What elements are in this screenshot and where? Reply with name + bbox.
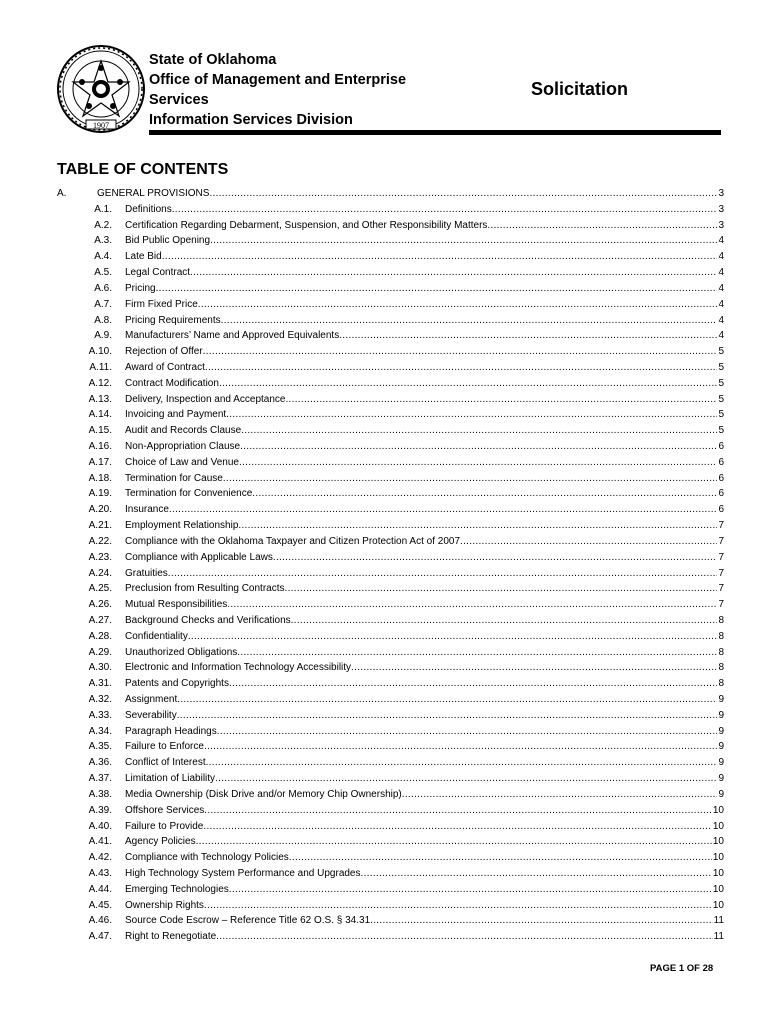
toc-entry-number: A.44. xyxy=(88,883,112,895)
toc-entry-title: Background Checks and Verifications xyxy=(125,614,291,626)
toc-leader xyxy=(460,534,717,550)
toc-entry[interactable] xyxy=(57,708,724,724)
toc-entry-number: A.41. xyxy=(88,836,112,848)
toc-entry[interactable] xyxy=(57,455,724,471)
toc-entry-number: A.4. xyxy=(94,251,112,263)
toc-entry[interactable] xyxy=(57,566,724,582)
toc-entry-number: A.14. xyxy=(88,409,112,421)
toc-entry-page: 6 xyxy=(718,488,724,500)
toc-entry[interactable] xyxy=(57,645,724,661)
toc-entry[interactable] xyxy=(57,692,724,708)
toc-entry-title: High Technology System Performance and Upgrades xyxy=(125,867,361,879)
toc-section-title: GENERAL PROVISIONS xyxy=(97,188,210,199)
toc-entry-page: 9 xyxy=(718,741,724,753)
toc-leader xyxy=(252,486,717,502)
toc-entry[interactable] xyxy=(57,471,724,487)
toc-entry-number: A.25. xyxy=(88,583,112,595)
toc-leader xyxy=(227,597,717,613)
toc-entry-title: Source Code Escrow – Reference Title 62 O.S. § 34.31 xyxy=(125,915,371,927)
toc-entry-number: A.32. xyxy=(88,694,112,705)
toc-leader xyxy=(209,186,717,202)
toc-leader xyxy=(172,202,718,218)
agency-line-division: Information Services Division xyxy=(149,112,353,128)
toc-entry-page: 9 xyxy=(718,694,724,705)
toc-entry-title: Employment Relationship xyxy=(125,520,239,532)
toc-entry-number: A.21. xyxy=(88,520,112,532)
toc-entry-title: Emerging Technologies xyxy=(125,883,229,895)
toc-entry-number: A.7. xyxy=(94,298,112,310)
toc-entry[interactable] xyxy=(57,803,724,819)
toc-entry-title: Invoicing and Payment xyxy=(125,409,227,421)
toc-entry[interactable] xyxy=(57,313,724,329)
toc-entry-title: Limitation of Liability xyxy=(125,773,216,785)
toc-entry-title: Compliance with the Oklahoma Taxpayer and Citizen Protection Act of 2007 xyxy=(125,535,460,547)
toc-entry-title: Choice of Law and Venue xyxy=(125,456,239,468)
toc-entry[interactable] xyxy=(57,534,724,550)
toc-leader xyxy=(205,360,718,376)
toc-entry-page: 7 xyxy=(718,551,724,563)
toc-entry[interactable] xyxy=(57,486,724,502)
toc-entry-title: Patents and Copyrights xyxy=(125,678,229,690)
toc-leader xyxy=(196,834,712,850)
toc-leader xyxy=(351,660,717,676)
toc-entry-page: 8 xyxy=(718,646,724,658)
toc-entry-title: Pricing xyxy=(125,282,156,294)
toc-leader xyxy=(361,866,712,882)
state-seal-icon xyxy=(56,44,146,134)
toc-entry-number: A.43. xyxy=(88,867,112,879)
toc-entry-page: 8 xyxy=(718,630,724,642)
toc-entry-title: Failure to Enforce xyxy=(125,741,204,753)
toc-entry[interactable] xyxy=(57,739,724,755)
toc-entry-page: 9 xyxy=(718,773,724,785)
toc-entry-title: Firm Fixed Price xyxy=(125,298,198,310)
toc-entry-title: Failure to Provide xyxy=(125,820,204,832)
toc-entry[interactable] xyxy=(57,787,724,803)
toc-leader xyxy=(216,929,712,945)
toc-entry-number: A.3. xyxy=(94,235,112,247)
toc-entry[interactable] xyxy=(57,407,724,423)
toc-entry-page: 9 xyxy=(718,725,724,737)
toc-entry[interactable] xyxy=(57,629,724,645)
toc-entry-page: 8 xyxy=(718,662,724,674)
page-number: PAGE 1 OF 28 xyxy=(650,963,714,974)
toc-entry[interactable] xyxy=(57,771,724,787)
toc-entry-page: 10 xyxy=(712,899,724,911)
toc-leader xyxy=(229,676,717,692)
toc-entry-page: 5 xyxy=(718,393,724,405)
toc-entry-page: 10 xyxy=(712,852,724,864)
toc-entry[interactable] xyxy=(57,550,724,566)
toc-entry-number: A.46. xyxy=(88,915,112,927)
toc-entry-title: Termination for Convenience xyxy=(125,488,253,500)
toc-entry-title: Bid Public Opening xyxy=(125,235,211,247)
toc-entry[interactable] xyxy=(57,581,724,597)
toc-entry[interactable] xyxy=(57,676,724,692)
toc-entry-number: A.39. xyxy=(88,804,112,816)
toc-entry-title: Compliance with Applicable Laws xyxy=(125,551,273,563)
toc-entry-page: 10 xyxy=(712,883,724,895)
toc-entry-number: A.37. xyxy=(88,773,112,785)
toc-leader xyxy=(229,882,712,898)
toc-leader xyxy=(203,819,712,835)
toc-entry-title: Unauthorized Obligations xyxy=(125,646,238,658)
toc-entry-page: 10 xyxy=(712,867,724,879)
toc-entry[interactable] xyxy=(57,218,724,234)
toc-entry-number: A.16. xyxy=(88,441,112,452)
toc-entry-page: 4 xyxy=(718,330,724,342)
toc-section-row[interactable] xyxy=(57,186,724,202)
toc-entry[interactable] xyxy=(57,882,724,898)
toc-entry-number: A.34. xyxy=(88,725,112,737)
toc-leader xyxy=(241,423,717,439)
toc-leader xyxy=(168,566,718,582)
toc-entry-title: Electronic and Information Technology Accessibility xyxy=(125,662,352,674)
toc-leader xyxy=(177,692,717,708)
toc-entry[interactable] xyxy=(57,376,724,392)
toc-entry-title: Paragraph Headings xyxy=(125,725,217,737)
toc-entry[interactable] xyxy=(57,597,724,613)
toc-entry[interactable] xyxy=(57,281,724,297)
toc-entry-number: A.22. xyxy=(88,535,112,547)
toc-leader xyxy=(339,328,717,344)
toc-entry-number: A.11. xyxy=(89,361,112,373)
toc-leader xyxy=(204,898,712,914)
toc-entry-number: A.31. xyxy=(88,678,112,690)
toc-entry[interactable] xyxy=(57,724,724,740)
agency-line-services: Services xyxy=(149,92,209,108)
toc-entry-title: Severability xyxy=(125,709,177,721)
toc-entry-number: A.8. xyxy=(94,314,112,326)
toc-entry-number: A.23. xyxy=(88,551,112,563)
toc-leader xyxy=(177,708,718,724)
toc-section-page: 3 xyxy=(718,188,724,199)
toc-entry-title: Contract Modification xyxy=(125,377,219,389)
toc-entry-page: 6 xyxy=(718,456,724,468)
toc-entry-page: 11 xyxy=(713,931,724,943)
toc-entry-number: A.45. xyxy=(88,899,112,911)
toc-entry[interactable] xyxy=(57,233,724,249)
toc-leader xyxy=(206,755,718,771)
toc-entry-number: A.27. xyxy=(88,614,112,626)
toc-entry-page: 7 xyxy=(718,583,724,595)
toc-entry[interactable] xyxy=(57,660,724,676)
toc-leader xyxy=(210,233,717,249)
toc-entry[interactable] xyxy=(57,819,724,835)
toc-entry-title: Agency Policies xyxy=(125,836,196,848)
toc-entry-number: A.33. xyxy=(88,709,112,721)
toc-entry-page: 5 xyxy=(718,425,724,437)
toc-entry[interactable] xyxy=(57,423,724,439)
toc-entry-page: 4 xyxy=(718,267,724,279)
toc-leader xyxy=(226,407,717,423)
toc-entry-number: A.10. xyxy=(88,346,112,358)
toc-entry-number: A.42. xyxy=(88,852,112,864)
toc-entry-page: 6 xyxy=(718,441,724,452)
toc-entry-number: A.28. xyxy=(88,630,112,642)
toc-entry-title: Preclusion from Resulting Contracts xyxy=(125,583,285,595)
toc-leader xyxy=(273,550,718,566)
toc-entry-page: 4 xyxy=(718,298,724,310)
toc-leader xyxy=(221,313,718,329)
toc-entry-page: 4 xyxy=(718,235,724,247)
toc-leader xyxy=(203,344,718,360)
toc-entry-title: Offshore Services xyxy=(125,804,205,816)
agency-block xyxy=(149,50,406,130)
toc-entry-page: 3 xyxy=(718,203,724,215)
toc-entry-title: Termination for Cause xyxy=(125,472,223,484)
toc-entry-title: Non-Appropriation Clause xyxy=(125,441,241,452)
toc-entry[interactable] xyxy=(57,265,724,281)
agency-line-office: Office of Management and Enterprise xyxy=(149,72,407,88)
toc-entry[interactable] xyxy=(57,439,724,455)
toc-entry-number: A.1. xyxy=(94,203,112,215)
toc-entry-number: A.6. xyxy=(94,282,112,294)
toc-entry-number: A.18. xyxy=(88,472,112,484)
toc-entry-number: A.30. xyxy=(88,662,112,674)
toc-entry[interactable] xyxy=(57,913,724,929)
toc-entry-number: A.17. xyxy=(88,456,112,468)
toc-leader xyxy=(219,376,718,392)
toc-entry-title: Compliance with Technology Policies xyxy=(125,852,289,864)
toc-entry-page: 4 xyxy=(718,314,724,326)
toc-leader xyxy=(215,771,717,787)
toc-entry-page: 7 xyxy=(718,599,724,611)
toc-entry-page: 10 xyxy=(712,804,724,816)
seal-year: 1907 xyxy=(93,121,109,130)
toc-entry-number: A.40. xyxy=(88,820,112,832)
toc-entry-title: Delivery, Inspection and Acceptance xyxy=(125,393,286,405)
toc-entry-title: Manufacturers’ Name and Approved Equivalents xyxy=(125,330,340,342)
toc-entry-page: 5 xyxy=(718,409,724,421)
toc-leader xyxy=(285,392,717,408)
toc-entry-number: A.2. xyxy=(94,219,112,231)
toc-leader xyxy=(190,265,717,281)
toc-entry-title: Late Bid xyxy=(125,251,162,263)
toc-leader xyxy=(223,471,718,487)
toc-entry-title: Pricing Requirements xyxy=(125,314,221,326)
toc-entry-number: A.9. xyxy=(94,330,112,342)
toc-entry[interactable] xyxy=(57,297,724,313)
toc-entry-title: Definitions xyxy=(125,203,172,215)
toc-entry[interactable] xyxy=(57,898,724,914)
toc-leader xyxy=(188,629,718,645)
toc-leader xyxy=(289,850,712,866)
toc-leader xyxy=(162,249,718,265)
toc-entry-number: A.5. xyxy=(94,267,112,279)
toc-entry-page: 11 xyxy=(713,915,724,927)
toc-entry-title: Legal Contract xyxy=(125,267,191,279)
toc-entry-page: 3 xyxy=(718,219,724,231)
table-of-contents xyxy=(57,186,724,945)
toc-entry-number: A.36. xyxy=(88,757,112,769)
toc-entry[interactable] xyxy=(57,202,724,218)
toc-leader xyxy=(217,724,718,740)
toc-entry-title: Ownership Rights xyxy=(125,899,204,911)
toc-entry-number: A.13. xyxy=(88,393,112,405)
toc-entry-page: 5 xyxy=(718,377,724,389)
toc-entry-number: A.26. xyxy=(88,599,112,611)
toc-entry-number: A.38. xyxy=(88,788,112,800)
agency-line-state: State of Oklahoma xyxy=(149,52,277,68)
toc-section-number: A. xyxy=(57,188,67,199)
toc-entry-page: 5 xyxy=(718,346,724,358)
toc-entry[interactable] xyxy=(57,360,724,376)
toc-entry[interactable] xyxy=(57,249,724,265)
toc-entry-title: Media Ownership (Disk Drive and/or Memory Chip Ownership) xyxy=(125,788,402,800)
toc-entry-title: Mutual Responsibilities xyxy=(125,599,228,611)
toc-leader xyxy=(169,502,718,518)
toc-leader xyxy=(198,297,718,313)
toc-entry-page: 9 xyxy=(718,709,724,721)
toc-entry-title: Audit and Records Clause xyxy=(125,425,242,437)
toc-leader xyxy=(156,281,718,297)
toc-entry-title: Assignment xyxy=(125,694,178,705)
toc-entry-number: A.19. xyxy=(88,488,112,500)
toc-entry-page: 7 xyxy=(718,567,724,579)
toc-entry[interactable] xyxy=(57,502,724,518)
toc-entry[interactable] xyxy=(57,518,724,534)
header-rule xyxy=(149,130,721,135)
toc-entry-number: A.35. xyxy=(88,741,112,753)
toc-entry-page: 4 xyxy=(718,282,724,294)
toc-leader xyxy=(239,455,717,471)
toc-entry-number: A.24. xyxy=(88,567,112,579)
toc-entry[interactable] xyxy=(57,866,724,882)
toc-entry-number: A.12. xyxy=(88,377,112,389)
toc-entry-title: Certification Regarding Debarment, Suspension, and Other Responsibility Matters xyxy=(125,219,488,231)
toc-entry-title: Rejection of Offer xyxy=(125,346,203,358)
toc-entry-page: 9 xyxy=(718,788,724,800)
toc-leader xyxy=(238,518,717,534)
toc-leader xyxy=(204,739,718,755)
toc-entry-title: Award of Contract xyxy=(125,361,205,373)
toc-entry[interactable] xyxy=(57,834,724,850)
toc-entry[interactable] xyxy=(57,328,724,344)
toc-title: TABLE OF CONTENTS xyxy=(57,161,229,178)
toc-entry-number: A.47. xyxy=(88,931,112,943)
toc-leader xyxy=(291,613,718,629)
toc-entry-number: A.20. xyxy=(88,504,112,516)
document-type: Solicitation xyxy=(531,79,629,99)
toc-leader xyxy=(370,913,712,929)
toc-entry-page: 6 xyxy=(718,472,724,484)
toc-entry[interactable] xyxy=(57,850,724,866)
toc-entry[interactable] xyxy=(57,929,724,945)
toc-entry-page: 7 xyxy=(718,535,724,547)
toc-entry-page: 10 xyxy=(712,836,724,848)
toc-entry[interactable] xyxy=(57,613,724,629)
toc-entry-page: 7 xyxy=(718,520,724,532)
toc-entry-title: Gratuities xyxy=(125,567,168,579)
toc-entry-page: 8 xyxy=(718,678,724,690)
toc-entry[interactable] xyxy=(57,392,724,408)
toc-entry-page: 8 xyxy=(718,614,724,626)
toc-entry-page: 4 xyxy=(718,251,724,263)
toc-entry[interactable] xyxy=(57,344,724,360)
toc-entry-page: 6 xyxy=(718,504,724,516)
toc-entry-page: 9 xyxy=(718,757,724,769)
toc-entry-title: Confidentiality xyxy=(125,630,188,642)
toc-leader xyxy=(237,645,717,661)
toc-entry[interactable] xyxy=(57,755,724,771)
toc-entry-number: A.15. xyxy=(88,425,112,437)
toc-leader xyxy=(285,581,718,597)
toc-leader xyxy=(204,803,712,819)
toc-entry-title: Insurance xyxy=(125,504,169,516)
toc-leader xyxy=(487,218,717,234)
toc-entry-title: Conflict of Interest xyxy=(125,757,206,769)
toc-entry-number: A.29. xyxy=(88,646,112,658)
toc-leader xyxy=(240,439,717,455)
toc-entry-page: 10 xyxy=(712,820,724,832)
toc-leader xyxy=(402,787,718,803)
toc-entry-page: 5 xyxy=(718,361,724,373)
toc-entry-title: Right to Renegotiate xyxy=(125,931,217,943)
